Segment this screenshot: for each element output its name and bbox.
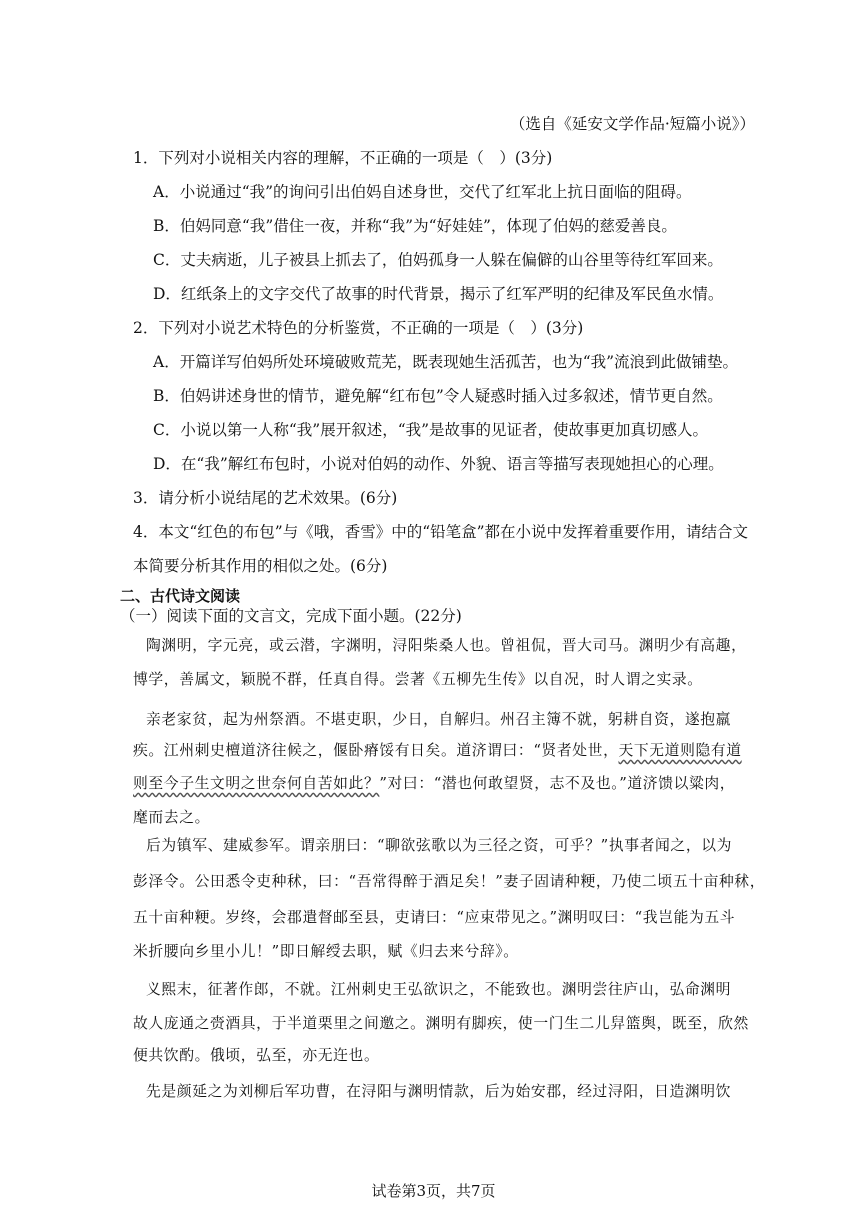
passage-line: 故人庞通之赍酒具，于半道栗里之间邀之。渊明有脚疾，使一门生二儿舁篮舆，既至，欣然 [133, 1015, 749, 1032]
question-1-option-d: D．红纸条上的文字交代了故事的时代背景，揭示了红军严明的纪律及军民鱼水情。 [153, 285, 724, 303]
question-2-option-c: C．小说以第一人称“我”展开叙述，“我”是故事的见证者，使故事更加真切感人。 [153, 421, 709, 439]
subsection-title: （一）阅读下面的文言文，完成下面小题。(22分) [120, 607, 462, 625]
passage-line [133, 774, 735, 794]
passage-line: 先是颜延之为刘柳后军功曹，在浔阳与渊明情款，后为始安郡，经过浔阳，日造渊明饮 [146, 1083, 732, 1100]
source-citation: （选自《延安文学作品·短篇小说》） [509, 115, 755, 133]
passage-text: ”对曰：“潜也何敢望贤，志不及也。”道济馈以粱肉， [379, 775, 736, 792]
passage-line: 陶渊明，字元亮，或云潜，字渊明，浔阳柴桑人也。曾祖侃，晋大司马。渊明少有高趣， [146, 637, 747, 654]
passage-line: 彭泽令。公田悉令吏种秫，曰：“吾常得醉于酒足矣！”妻子固请种粳，乃使二顷五十亩种秫， [133, 873, 766, 890]
passage-line: 五十亩种粳。岁终，会郡遣督邮至县，吏请曰：“应束带见之。”渊明叹曰：“我岂能为五斗 [133, 909, 736, 926]
passage-line: 便共饮酌。俄顷，弘至，亦无迕也。 [133, 1047, 380, 1064]
question-1-stem: 1．下列对小说相关内容的理解，不正确的一项是（ ）(3分) [133, 149, 553, 167]
question-4-line-1: 4．本文“红色的布包”与《哦，香雪》中的“铅笔盒”都在小说中发挥着重要作用，请结合文 [133, 523, 749, 541]
passage-line: 后为镇军、建威参军。谓亲朋曰：“聊欲弦歌以为三径之资，可乎？”执事者闻之，以为 [146, 837, 733, 854]
passage-line: 麾而去之。 [133, 809, 210, 826]
question-1-option-c: C．丈夫病逝，儿子被县上抓去了，伯妈孤身一人躲在偏僻的山谷里等待红军回来。 [153, 251, 723, 269]
passage-text: 疾。江州刺史檀道济往候之，偃卧瘠馁有日矣。道济谓曰：“贤者处世， [133, 742, 619, 759]
passage-line: 米折腰向乡里小儿！”即日解绶去职，赋《归去来兮辞》。 [133, 943, 519, 960]
passage-line [133, 741, 742, 761]
passage-line: 亲老家贫，起为州祭酒。不堪吏职，少日，自解归。州召主簿不就，躬耕自资，遂抱羸 [146, 711, 732, 728]
question-2-option-a: A．开篇详写伯妈所处环境破败荒芜，既表现她生活孤苦，也为“我”流浪到此做铺垫。 [153, 353, 739, 371]
page-footer: 试卷第3页，共7页 [371, 1182, 496, 1200]
wavy-underlined-text: 天下无道则隐有道 [618, 742, 742, 759]
passage-line: 义熙末，征著作郎，不就。江州刺史王弘欲识之，不能致也。渊明尝往庐山，弘命渊明 [146, 981, 732, 998]
question-3: 3．请分析小说结尾的艺术效果。(6分) [133, 489, 398, 507]
question-2-option-d: D．在“我”解红布包时，小说对伯妈的动作、外貌、语言等描写表现她担心的心理。 [153, 455, 724, 473]
question-1-option-a: A．小说通过“我”的询问引出伯妈自述身世，交代了红军北上抗日面临的阻碍。 [153, 183, 692, 201]
section-title: 二、古代诗文阅读 [120, 587, 241, 605]
wavy-underlined-text: 则至今子生文明之世奈何自苦如此？ [133, 775, 380, 792]
passage-line: 博学，善属文，颖脱不群，任真自得。尝著《五柳先生传》以自况，时人谓之实录。 [133, 671, 703, 688]
question-1-option-b: B．伯妈同意“我”借住一夜，并称“我”为“好娃娃”，体现了伯妈的慈爱善良。 [153, 217, 677, 235]
question-2-stem: 2．下列对小说艺术特色的分析鉴赏，不正确的一项是（ ）(3分) [133, 319, 584, 337]
question-2-option-b: B．伯妈讲述身世的情节，避免解“红布包”令人疑惑时插入过多叙述，情节更自然。 [153, 387, 723, 405]
question-4-line-2: 本简要分析其作用的相似之处。(6分) [133, 557, 388, 575]
